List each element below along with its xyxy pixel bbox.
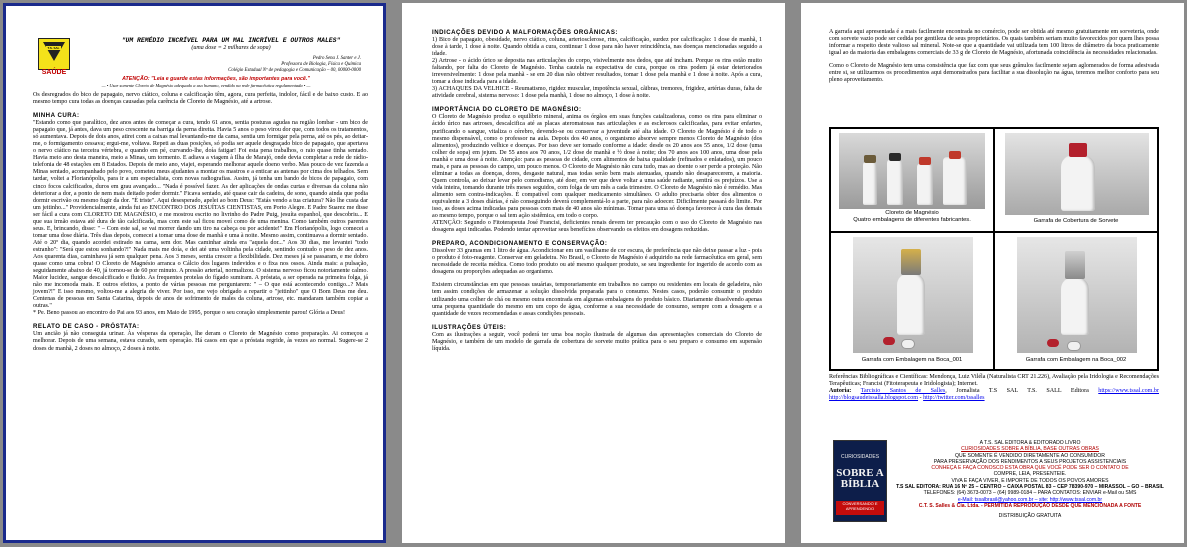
relato-heading: RELATO DE CASO - PRÓSTATA: [33,323,140,331]
photo-grid [829,127,1159,371]
publisher-line: A T.S. SAL EDITORA & EDITORADO LIVRO [979,440,1081,446]
cura-footer: * Pe. Beno passou ao encontro do Pai aos 93 anos, em Maio de 1995, porque o seu coração simplesmente parou! Glória a Deus! [33,310,346,317]
book-title: SOBRE A BÍBLIA [836,467,884,490]
importance-text: O Cloreto de Magnésio produz o equilíbrio mineral, anima os órgãos em suas funções catalizadoras, como os rins para eliminar o ácido úrico nas artroses, descalcifica até as placas ateromatosas nas articulações e as esclerosos calcificadas, para evitar enfartes, purificando o sangue, vitaliza o cérebro, devendo-se ou conservar a juventude até alta idade. O Cloreto de Magnésio é de todo o mesmo dispensável, como o professor na aula. Depois dos 40 anos, o organismo absorve sempre menos Cloreto de Magnésio (dos alimentos), produzindo velhice e doenças. Por isso deve ser tomado conforme a idade: desde os 20 anos aos 55 anos, 1/2 dose (uma colher de sopa) em jejum. De 55 anos aos 70 anos, 1/2 dose de manhã e ½ dose à noite; dos 70 anos aos 100 anos, uma dose pela manhã e uma dose à noite. Atenção: para as pessoas de cidade, com alimentos de baixa qualidade (refinados e enlatados), um pouco mais, e para as pessoas do campo, um pouco menos. O Cloreto de Magnésio não cura tudo, mas ao doente o ser perde a proteção. Não eliminar a todas as doenças, dores, desgaste natural, mas todas serão bem mais atenuadas, quando não desaparecerem, a maioria. Quem controla, ao deixar levar pelo comodismo, até doer, em ver que deve voltar a uma saúde radiante, sentirá os prejuízos. Use a vida inteira, tomando durante três meses seguidos, com folga de um mês a cada trimestre. O Cloreto de Magnésio não é remédio. Mas alimento sem contra-indicações. É compatível com qualquer medicamento simultâneo. O adulto precisaria obter dos alimentos o equivalente a 3 doses diárias, é não conseguindo deverá complementá-lo a parte, para não adoecer. Dificilmente passará do limite. Por isso, as doses acima indicadas para pessoas com mais de 40 anos são mínimas. Tomar para uma só doença favorece à cura das demais ao mesmo tempo, porque o sal tem ação sistêmica, em todo o corpo. ATENÇÃO: Segundo o Fitoterapeuta José Francisi, deficientes renais devem ter precaução com o uso do Cloreto de Magnésio nas dosagens aqui indicadas. Podendo tentar aproveitar seus benefícios observando os efeitos em dosagens reduzidas. [432,114,762,234]
notice-line: — • Usar somente Cloreto de Magnésio adequado a uso humano, vendido na rede farmacêutica regulamentada • — [101,83,311,88]
intro-paragraph: Os desregrados do bico de papagaio, nervo ciático, coluna e calcificação têm, agora, cura perfeita, indolor, fácil e de baixo custo. E ao mesmo tempo cura todas as doenças causadas pela carência de Cloreto de Magnésio, até a artrose. [33,92,368,106]
publisher-line: VIVA E FAÇA VIVER, E IMPORTE DE TODOS OS POVOS AMORES [951,477,1109,484]
bottle-intro-text: A garrafa aqui apresentada é a mais facilmente encontrada no comércio, pode ser obtida até mesmo gratuitamente em sorveteria, onde com sorvete vazio pode ser cedida por gentileza de seus proprietários. Os quais também seriam muito favorecidos por quem lhes possa informar a respeito deste valioso sal mineral. Note-se que a quantidade vai utilizada tem 100 litros de diâmetro da boca praticamente igual ao da maioria das embalagens comerciais de 33 g de Cloreto de Magnésio, afortunada coincidência às necessidades relacionadas. [829,29,1159,57]
photo-bottle-001 [853,237,973,353]
illustrations-text: Com as ilustrações a seguir, você poderá ter uma boa noção ilustrada de algumas das apresentações comerciais do Cloreto de Magnésio, e também de um modelo de garrafa de cobertura de sorvete muito prática para o seu preparo e consumo em supensão líquida. [432,331,762,352]
logo-label: SAÚDE [41,69,67,76]
photo-bottle-002 [1017,237,1137,353]
preparation-heading: PREPARO, ACONDICIONAMENTO E CONSERVAÇÃO: [432,240,608,248]
blog-link[interactable]: http://blogsaudeissalla.blogspot.com [829,395,919,402]
photo-ice-cream-bottle [1005,133,1149,215]
document-subtitle: (uma dose = 2 milhares de sopa) [191,45,271,51]
logo-triangle [43,42,65,61]
caption-bottle-001: Garrafa com Embalagem na Boca_001 [861,357,963,363]
authors-block: Pedro Sena J. Santer e J. Professora de Biologia, Física e Química Colégio Estadual Nº de pedagogia e Comunicação – 00, 00000-0000 [228,56,361,73]
cura-text: "Estando como que paralítico, dez anos antes de começar a cura, tendo 61 anos, sentia posturas agudas na região lombar - um bico de papagaio que, já antes, dava um peso crescente na barriga da perna direita. Havia 5 anos o peso virou dor que, com todos os tratamentos, só aumentava. Depois de dois anos, atirei com a caixas mal levantando-me da cama, sentia um formigar pela perna, até os pés, ao deitar-me, o formigamento cessava; ergui-me, voltava. Repeti as duas posições, só podia ser aquele desgraçado bico de papagaio, que apertava o nervo ciático na terceira vértebra, e quando em pé, curvando-lhe, doía fatigar! Foi esta pena trabalhos, o raio quase tinha sentado. Havia meio ano desta maneira, meio a Minas, um tormento. E adiava a viagem à Ilha de Marajó, onde devia completar a rede de rádio-telefonia de 48 estações em 8 Estados. Depois de meio ano, viajei, esperando melhorar aquele doeno verbo. Mas pouco de vez fazenda a Minas sentado, acompanhado pelo povo, cometeu meus ajudantes a montar os mastros e a enticar as antenas por cima dos telhados. Sem tardar, voltei a Florianópolis, para ir a um especialista, com novas radiografias. Assim, já tenha um bando de bicos de papagaio, com cinco focos calcificados, duros em grau avançado... "Nada é possível fazer. As der aplicações de ondas curtas e diversas da coluna não deteriorar a dor, a ponto de nem mais deitado poder dormir." Ficava sentado, até quase cair da cadeira, de sono, quando ainda que podia dormir escrivão ou mesmo fugir da dor. "É triste". Aqui desesperado, apelei ao bom Deus: "Estás vendo a tua criatura? Não lhe custa dar um jeitinho..." Providencialmente, ainda fui ao ENCONTRO DOS JESUÍTAS CIENTISTAS, em Porto Alegre. E Padre Suarez me disse ser fácil a cura com CLORETO DE MAGNÉSIO, e me mostrou escrito no livrinho do Padre Puig, jesuíta espanhol, que descobriu... E que sua irmão estava até dura de tão calcificada, mas com este sal ficou moveí como de uma menina. Como também outros parentes seus. E, brincando, disse: " – Com este sal, se vai morrer dando um tiro na cabeça ou por acidente!" Em Florianópolis, logo comecei a tomar uma dose diária. Três dias depois, comecei a tomar uma dose de manhã e uma à noite. Mesmo assim, continuava a dormir sentado. Até o 20º dia, quando acordei estirado na cama, sem dor. Mas caminhar ainda era "aquela dor..." Aos 30 dias, me levantei "todo estranho": "Será que estou sonhando?!" Nada mais me doía, e dei até uma voltinha pela cidade, sentindo contudo o peso de dez anos. Aos quarenta dias, caminhava já sem qualquer pena. Aos 3 meses, sentia crescer a flexibilidade. Dez meses já se passaram, e me dobro quase como uma cobra! O Cloreto de Magnésio arranca o Cálcio dos lugares indevidos e o fixa nos ossos. Ainda mais: a pulsação, seguidamente abaixo de 40, já tornou-se de 60 por minuto. A pressão arterial, normalizou. O sistema nervoso ficou notoriamente calmo. Maior lucidez, sangue descalcificado e fluido. As frequentes protelas do fígado sumiram. A próstata, a ser operada na primeira folga, já não me incomoda mais. E outros efeitos, a ponto de várias pessoas me perguntarem: " – O que está acontecendo contigo...? Mais jovem?!" E isso mesmo, voltou-me a alegria de viver. Por isso, me vejo obrigado a repartir o "jeitinho" que O Bom Deus me deu. Centenas de pessoas em Santa Catarina, depois de anos de sofrimento de males da coluna, artrose, etc. mandaram também copiar a outras." [33,120,368,310]
existence-text: Existem circunstâncias em que pessoas usuárias, temporariamente em trabalhos no campo ou residentes em locais de geladeira, não tem assim condições de armazenar a solução dissolvida preparada para o consumo. Nestes casos, poderão consumir o produto utilizando uma colher de chá ou mesmo outra encontrada em algumas embalagens do produto básico. Diariamente dissolvendo apenas uma pequena quantidade do mesmo em um copo de água, conforme a sua necessidade de consumo, sempre com a dosagem e a quantidade de vezes recomendadas e assas condições pessoais. [432,282,762,317]
reproduction-notice: C.T. S. Salles & Cia. Ltda. - PERMITIDA REPRODUÇÃO DESDE QUE MENCIONADA A FONTE [918,502,1142,509]
photo-cell-3 [830,232,994,370]
authorship-line: Autoria: Tarcisio Santos de Salles, Jornalista T.S SAL T.S. SALL Editora https://www.tssal.com.br http://blogsaudeissalla.blogspot.com - http://twitter.com/tssalles [829,388,1159,402]
photo-packages [839,133,985,209]
publisher-line: CONHEÇA E FAÇA CONOSCO ESTA OBRA QUE VOCÊ PODE SER O CONTATO DE [931,465,1129,472]
publisher-block [891,440,1169,520]
photo-cell-2 [994,128,1158,232]
publisher-email-link[interactable]: e-Mail: tssalbrasil@yahoo.com.br – site: http://www.tssal.com.br [957,496,1103,503]
page-3 [801,3,1184,543]
book-bottom-text: CONVERSANDO E APRENDENDO [836,501,884,515]
publisher-line: QUE SOMENTE É VENDIDO DIRETAMENTE AO CONSUMIDOR [955,452,1105,459]
logo-marking: T.S. SAL [47,46,60,50]
page-1 [3,3,386,543]
preparation-text: Dissolver 33 gramas em 1 litro de água. Acondicionar em um vasilhame de cor escura, de preferência que não deixe passar a luz - pois o produto é foto-reagente. Conservar em geladeira. No Brasil, o Cloreto de Magnésio é adquirido na rede farmacêutica em geral, sem necessidade de receita médica. Como todo produto ou até mesmo qualquer produto, se seu ingrediente for ingerido de acordo com as dosagens ou proporções adequadas ao organismo. [432,248,762,276]
twitter-link[interactable]: http://twitter.com/tssalles [923,395,985,402]
dissolution-text: Como o Cloreto de Magnésio tem uma consistência que faz com que seus grânulos facilmente sejam aglomerados de forma adesivada entre si, se utilizarmos os procedimentos aqui demonstrados para facilitar a sua dissolução na água, teremos melhor conforto para seu pleno aproveitamento. [829,63,1159,84]
attention-line: ATENÇÃO: "Leia e guarde estas informações, são importantes para você." [122,76,310,82]
author-details: , Jornalista T.S SAL T.S. SALL Editora [945,388,1089,395]
publisher-line: CURIOSIDADES SOBRE A BÍBLIA, BASE OUTRAS OBRAS [961,446,1099,453]
photo-cell-4 [994,232,1158,370]
health-logo [38,38,70,78]
caption-ice-cream-bottle: Garrafa de Cobertura de Sorvete [1033,218,1119,224]
author-name-link[interactable]: Tarcisio Santos de Salles [860,388,946,395]
references-text: Referências Bibliográficas e Científicas: Mendonça, Luiz Viléla (Naturalista CRT 21.226), Avaliação pela Iridologia e Recomendações Terapêuticas; Francisi (Fitoterapeuta e Iridologista); Internet. [829,374,1159,388]
cura-heading: MINHA CURA: [33,112,80,120]
relato-text: Um ancião já não conseguia urinar. Às vésperas da operação, lhe deram o Cloreto de Magnésio como preparação. Ai começou a melhorar. Depois de uma semana, estava curado, sem operação. Há casos em que a próstata regride, às vezes ao normal. Sugere-se 2 doses de manhã, 2 doses no almoço, 2 doses à noite. [33,331,368,352]
publisher-phones: TELEFONES: (64) 3673-0073 – (64) 9989-0184 – PARA CONTATOS: ENVIAR e-Mail ou SMS [923,490,1137,497]
publisher-address: T.S SAL EDITORA: RUA 16 Nº 25 – CENTRO – CAIXA POSTAL 83 – CEP 78390-970 – MIRASSOL – GO – BRASIL [896,484,1164,491]
document-title: "UM REMÉDIO INCRÍVEL PARA UM MAL INCRÍVEL E OUTROS MALES" [121,37,341,44]
book-top-text: CURIOSIDADES [840,454,880,460]
indications-heading: INDICAÇÕES DEVIDO A MALFORMAÇÕES ORGÂNICAS: [432,29,618,36]
page-2 [402,3,785,543]
illustrations-heading: ILUSTRAÇÕES ÚTEIS: [432,323,507,331]
indications-text: 1) Bico de papagaio, obesidade, nervo ciático, coluna, arteriosclerose, rins, calcificação, surdez por calcificação: 1 dose de manhã, 1 dose à tarde, 1 dose à noite. Quando obtida a cura, continuar 1 dose para não haver reincidência, nas doenças mencionadas seguido a idade. 2) Artrose - o ácido úrico se deposita nas articulações do corpo, visivelmente nos dedos, que até incham. Porque os rins estão muito faltando, por falta do Cloreto de Magnésio. Tenha cautela na expectativa de cura, porque os rins podem já estar deteriorados irreversivelmente: 1 dose pela manhã - se em 20 dias não obtiver resultados, tomar 1 dose pela manhã e 1 dose à noite. Após a cura, tomar a dose indicada para a idade. 3) ACHAQUES DA VELHICE - Reumatismo, rigidez muscular, impotência sexual, cãibras, tremores, frigidez, artérias duras, falta de atividade cerebral, sistema nervoso: 1 dose pela manhã, 1 dose no almoço, 1 dose à noite. [432,37,762,100]
caption-bottle-002: Garrafa com Embalagem na Boca_002 [1025,357,1127,363]
caption-packages: Cloreto de Magnésio Quatro embalagens de diferentes fabricantes. [853,210,971,223]
free-distribution: DISTRIBUIÇÃO GRATUITA [998,513,1062,520]
authorship-label: Autoria: [829,388,852,395]
book-cover-image [833,440,887,522]
publisher-line: PARA PRESERVAÇÃO DOS RENDIMENTOS A SEUS PROJETOS ASSISTENCIAIS [933,458,1127,465]
photo-cell-1 [830,128,994,232]
publisher-site-link[interactable]: https://www.tssal.com.br [1098,388,1159,395]
publisher-line: COMPRE, LEIA, PRESENTEIE. [993,471,1067,478]
importance-heading: IMPORTÂNCIA DO CLORETO DE MAGNÉSIO: [432,106,582,114]
